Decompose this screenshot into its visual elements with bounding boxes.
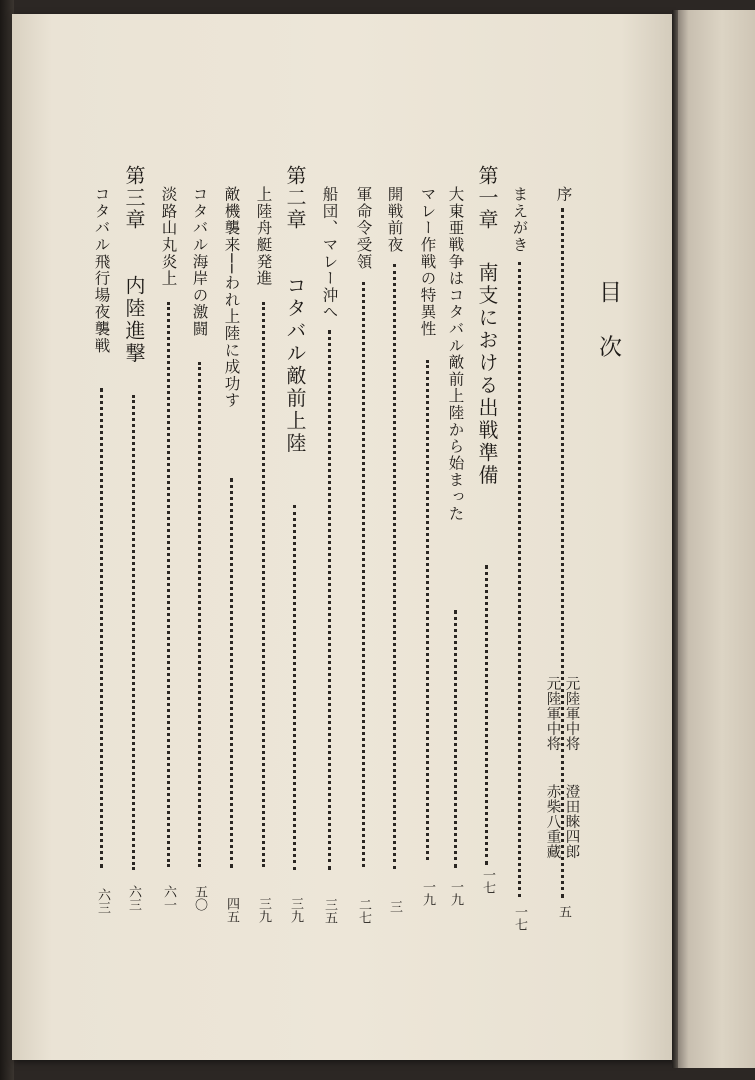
page-number: 一七 <box>480 868 495 894</box>
toc-entry: 淡路山丸炎上 <box>159 186 178 287</box>
author-name: 赤柴八重藏 <box>544 784 561 859</box>
right-page-edge <box>672 10 755 1068</box>
page-number: 五〇 <box>192 885 207 911</box>
page-number: 六三 <box>95 888 110 914</box>
toc-entry: 開戦前夜 <box>385 186 404 254</box>
gutter-shadow <box>672 10 678 1068</box>
toc-entry: 軍命令受領 <box>354 186 373 270</box>
chapter-title: コタバル敵前上陸 <box>283 275 307 455</box>
author-name: 澄田睞四郎 <box>563 784 580 859</box>
page-number: 三 <box>387 900 402 913</box>
page-number: 六一 <box>161 885 176 911</box>
page-number: 一九 <box>420 880 435 906</box>
leader-dots <box>328 330 331 870</box>
leader-dots <box>561 208 564 898</box>
leader-dots <box>262 302 265 867</box>
leader-dots <box>230 478 233 868</box>
toc-entry: 上陸舟艇発進 <box>254 186 273 287</box>
leader-dots <box>167 302 170 867</box>
page-number: 三九 <box>288 897 303 923</box>
page-number: 四五 <box>224 897 239 923</box>
leader-dots <box>393 264 396 869</box>
page-number: 一九 <box>448 880 463 906</box>
chapter-label: 第三章 <box>122 165 146 231</box>
chapter-title: 南支における出戦準備 <box>475 262 499 487</box>
chapter-title: 内陸進撃 <box>122 275 146 365</box>
leader-dots <box>518 262 521 897</box>
toc-entry: 敵機襲来──われ上陸に成功す <box>222 186 241 409</box>
page-number: 五 <box>556 905 571 918</box>
author-rank: 元陸軍中将 <box>544 676 561 751</box>
page-number: 一七 <box>512 905 527 931</box>
page-number: 六三 <box>126 885 141 911</box>
author-rank: 元陸軍中将 <box>563 676 580 751</box>
page <box>12 14 674 1060</box>
page-number: 三五 <box>322 898 337 924</box>
toc-entry: 大東亜戦争はコタバル敵前上陸から始まった <box>446 186 465 522</box>
page-number: 二七 <box>356 898 371 924</box>
page-number: 三九 <box>256 897 271 923</box>
toc-entry: 船団、マレー沖へ <box>320 186 339 321</box>
leader-dots <box>132 395 135 870</box>
leader-dots <box>198 362 201 867</box>
toc-entry: コタバル海岸の激闘 <box>190 186 209 338</box>
leader-dots <box>293 505 296 870</box>
leader-dots <box>100 388 103 868</box>
leader-dots <box>485 565 488 865</box>
chapter-label: 第一章 <box>475 165 499 231</box>
toc-entry: 序 <box>554 186 573 203</box>
toc-entry: まえがき <box>510 186 529 254</box>
leader-dots <box>426 360 429 860</box>
chapter-label: 第二章 <box>283 165 307 231</box>
toc-heading: 目 次 <box>595 280 621 370</box>
leader-dots <box>454 610 457 868</box>
leader-dots <box>362 282 365 867</box>
toc-entry: コタバル飛行場夜襲戦 <box>92 186 111 354</box>
toc-entry: マレー作戦の特異性 <box>418 186 437 338</box>
